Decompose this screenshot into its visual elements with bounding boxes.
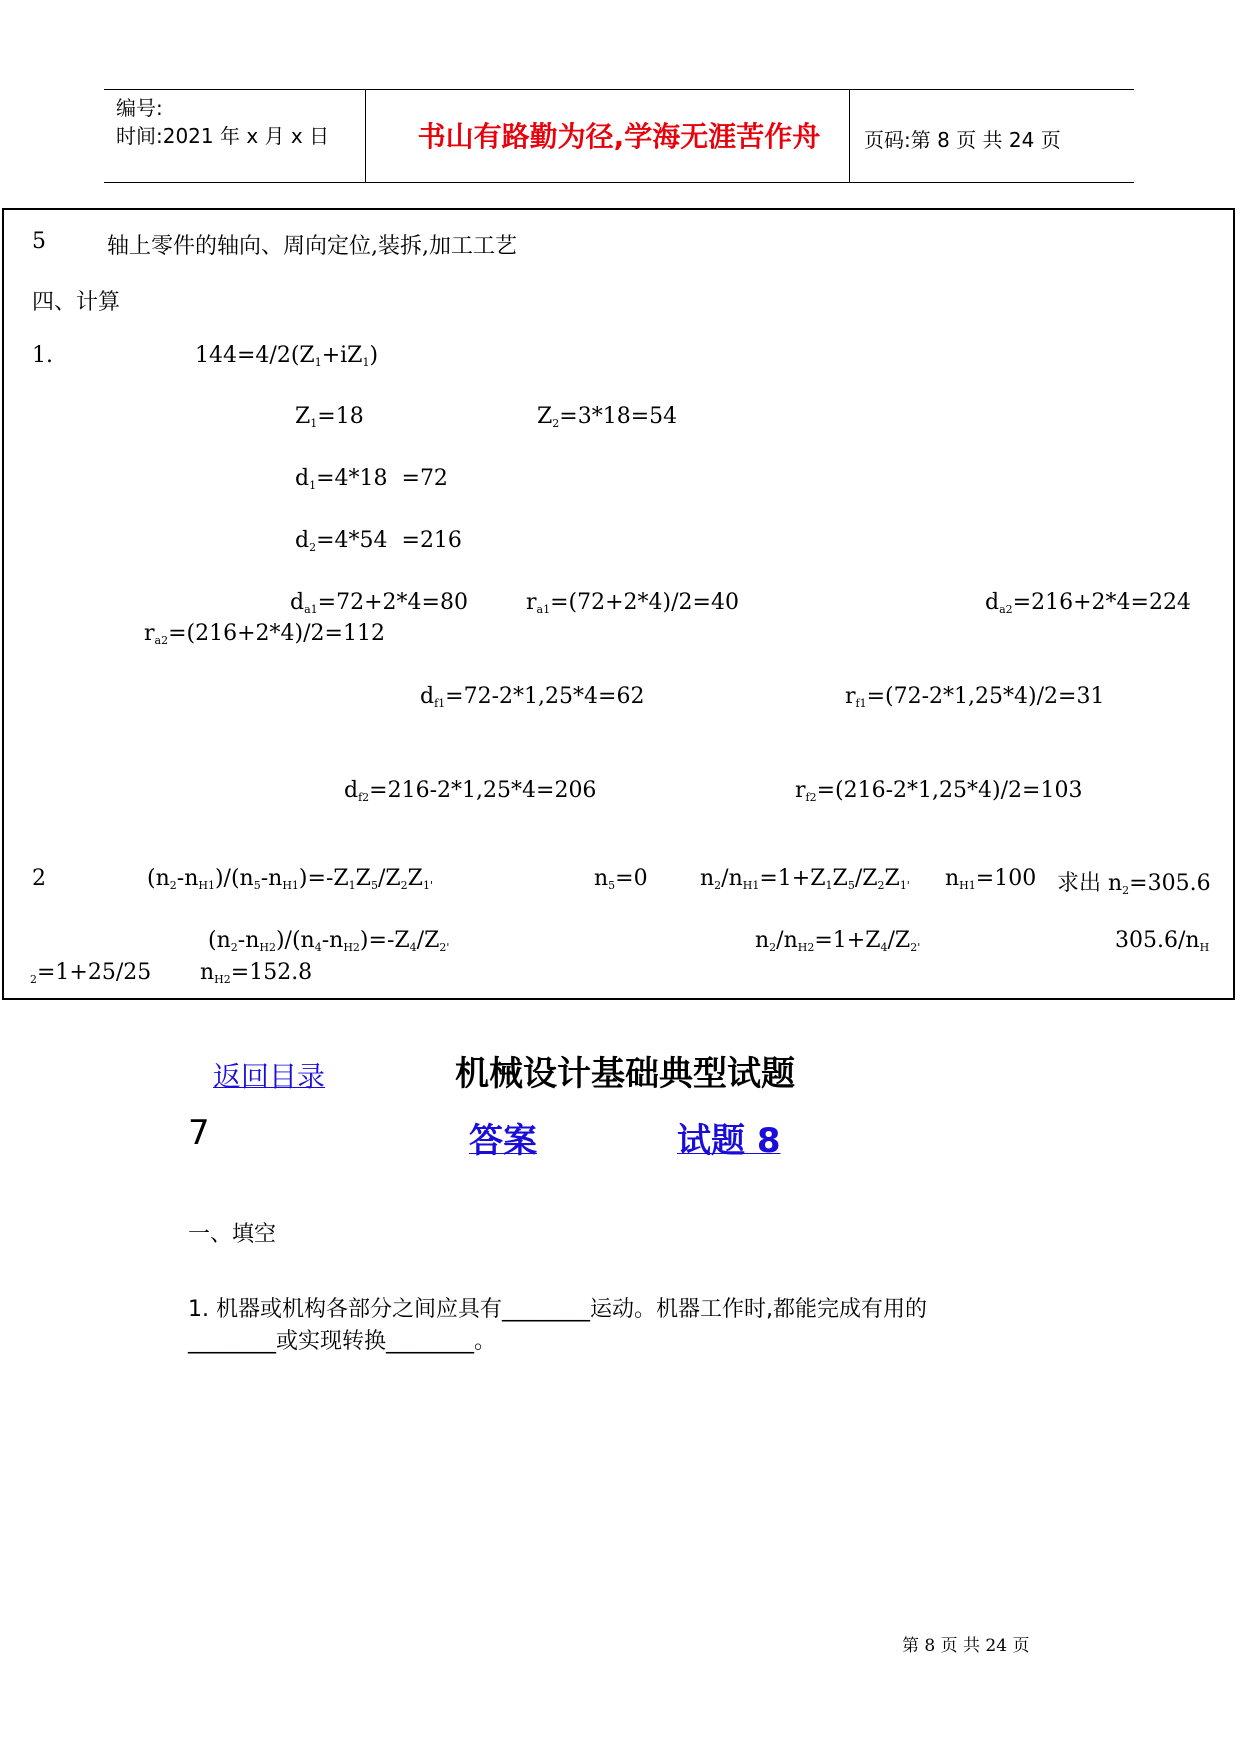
equation: $144=4/2(Z_1+iZ_1)$ <box>195 343 379 369</box>
next-quiz-link[interactable]: 试题 8 <box>677 1121 781 1161</box>
equation: $d_{f2}=216-2*1,25*4=206$ <box>344 778 597 804</box>
equation: $r_{a1}=(72+2*4)/2=40$ <box>526 590 739 616</box>
page-label: 页码:第 8 页 共 24 页 <box>864 128 1061 152</box>
equation: $d_{a1}=72+2*4=80$ <box>290 590 468 616</box>
equation: $r_{f1}=(72-2*1,25*4)/2=31$ <box>845 684 1105 710</box>
equation: $n_{H1}=100$ <box>945 866 1037 892</box>
equation: $d_1=4*18 =72$ <box>295 466 448 492</box>
question-number: 2 <box>32 866 46 891</box>
equation: $(n_2-n_{H1})/(n_5-n_{H1})=-Z_1Z_5/Z_2Z_{1'}$ <box>147 866 433 892</box>
equation: 求出 $n_2=305.6$ <box>1057 871 1211 897</box>
header-divider <box>365 90 366 182</box>
motto: 书山有路勤为径,学海无涯苦作舟 <box>417 120 821 153</box>
equation: $n_2/n_{H2}=1+Z_4/Z_{2'}$ <box>755 928 921 954</box>
equation: $305.6/n_H$ <box>1115 928 1210 954</box>
time-label: 时间:2021 年 x 月 x 日 <box>116 124 330 148</box>
equation: $n_2/n_{H1}=1+Z_1Z_5/Z_2Z_{1'}$ <box>700 866 910 892</box>
page-header <box>104 89 1134 183</box>
page-footer: 第 8 页 共 24 页 <box>902 1636 1030 1656</box>
equation: $(n_2-n_{H2})/(n_4-n_{H2})=-Z_4/Z_{2'}$ <box>208 928 450 954</box>
equation: $r_{f2}=(216-2*1,25*4)/2=103$ <box>795 778 1083 804</box>
question-text: 1. 机器或机构各部分之间应具有________运动。机器工作时,都能完成有用的 <box>188 1297 927 1322</box>
equation: $r_{a2}=(216+2*4)/2=112$ <box>144 621 385 647</box>
question-number: 1. <box>32 343 53 368</box>
equation: $Z_1=18$ <box>295 404 364 430</box>
equation: $d_{f1}=72-2*1,25*4=62$ <box>420 684 645 710</box>
answer-link[interactable]: 答案 <box>469 1121 537 1161</box>
equation: $d_{a2}=216+2*4=224$ <box>985 590 1191 616</box>
equation: $_2$=1+25/25 <box>30 960 152 986</box>
title-number: 7 <box>188 1113 210 1153</box>
question-text: ________或实现转换________。 <box>188 1329 497 1354</box>
section-heading: 四、计算 <box>32 290 121 315</box>
back-to-contents-link[interactable]: 返回目录 <box>213 1060 326 1093</box>
page-title: 机械设计基础典型试题 <box>455 1054 795 1094</box>
equation: $Z_2=3*18=54$ <box>537 404 678 430</box>
equation: $n_{H2}=152.8$ <box>200 960 313 986</box>
item-text: 轴上零件的轴向、周向定位,装拆,加工工艺 <box>107 234 517 259</box>
item-number: 5 <box>32 229 46 254</box>
number-label: 编号: <box>116 96 163 120</box>
equation: $d_2=4*54 =216$ <box>295 528 462 554</box>
equation: $n_5=0$ <box>594 866 648 892</box>
section-heading: 一、填空 <box>188 1222 277 1247</box>
